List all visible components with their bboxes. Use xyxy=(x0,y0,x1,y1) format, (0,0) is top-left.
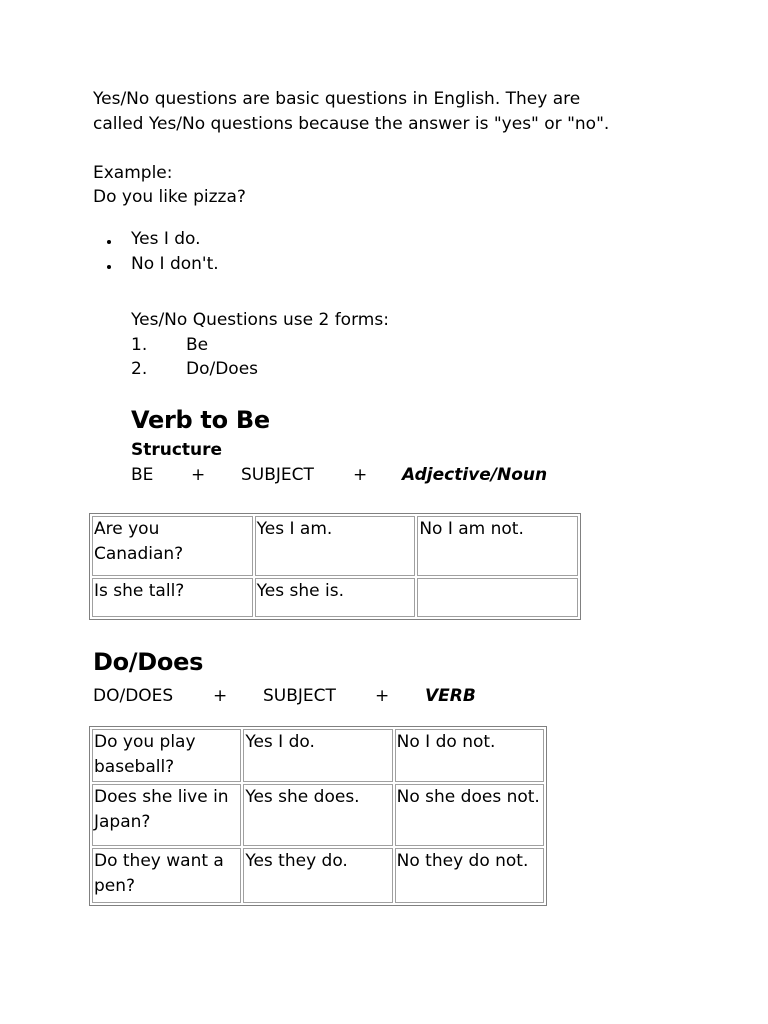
table-cell-yes: Yes I am. xyxy=(255,516,416,576)
example-question: Do you like pizza? xyxy=(93,187,246,207)
form-number-1: 1. xyxy=(131,335,148,355)
table-cell-yes: Yes she is. xyxy=(255,578,416,617)
verb-to-be-heading: Verb to Be xyxy=(131,406,270,434)
table-row xyxy=(92,848,544,903)
structure-verb: VERB xyxy=(425,686,476,706)
table-cell-no xyxy=(417,578,578,617)
table-row xyxy=(92,729,544,782)
table-row xyxy=(92,516,578,576)
table-row xyxy=(92,784,544,846)
structure-subject: SUBJECT xyxy=(263,686,336,706)
verb-to-be-table xyxy=(89,513,581,620)
structure-plus-1: + xyxy=(213,686,228,706)
structure-dodoes: DO/DOES xyxy=(93,686,174,706)
table-cell-no: No they do not. xyxy=(395,848,544,903)
table-cell-question: Does she live in Japan? xyxy=(92,784,241,846)
do-does-table xyxy=(89,726,547,906)
table-cell-no: No she does not. xyxy=(395,784,544,846)
bullet-dot-icon xyxy=(107,240,111,244)
structure-plus-2: + xyxy=(353,465,368,485)
intro-line-2: called Yes/No questions because the answer is "yes" or "no". xyxy=(93,114,610,134)
table-cell-yes: Yes I do. xyxy=(243,729,392,782)
table-cell-question: Do you play baseball? xyxy=(92,729,241,782)
table-cell-question: Is she tall? xyxy=(92,578,253,617)
table-cell-no: No I am not. xyxy=(417,516,578,576)
form-text-1: Be xyxy=(186,335,209,355)
structure-plus-1: + xyxy=(191,465,206,485)
form-number-2: 2. xyxy=(131,359,148,379)
intro-line-1: Yes/No questions are basic questions in English. They are xyxy=(93,89,581,109)
forms-intro: Yes/No Questions use 2 forms: xyxy=(131,310,389,330)
structure-adjective-noun: Adjective/Noun xyxy=(402,465,548,485)
table-cell-yes: Yes they do. xyxy=(243,848,392,903)
table-row xyxy=(92,578,578,617)
structure-subject: SUBJECT xyxy=(241,465,314,485)
table-cell-yes: Yes she does. xyxy=(243,784,392,846)
structure-plus-2: + xyxy=(375,686,390,706)
table-cell-question: Are you Canadian? xyxy=(92,516,253,576)
bullet-dot-icon xyxy=(107,265,111,269)
answer-item-yes: Yes I do. xyxy=(131,229,201,249)
structure-label: Structure xyxy=(131,440,223,460)
structure-be: BE xyxy=(131,465,154,485)
example-label: Example: xyxy=(93,163,173,183)
table-cell-question: Do they want a pen? xyxy=(92,848,241,903)
answer-item-no: No I don't. xyxy=(131,254,219,274)
form-text-2: Do/Does xyxy=(186,359,259,379)
table-cell-no: No I do not. xyxy=(395,729,544,782)
do-does-heading: Do/Does xyxy=(93,648,204,676)
